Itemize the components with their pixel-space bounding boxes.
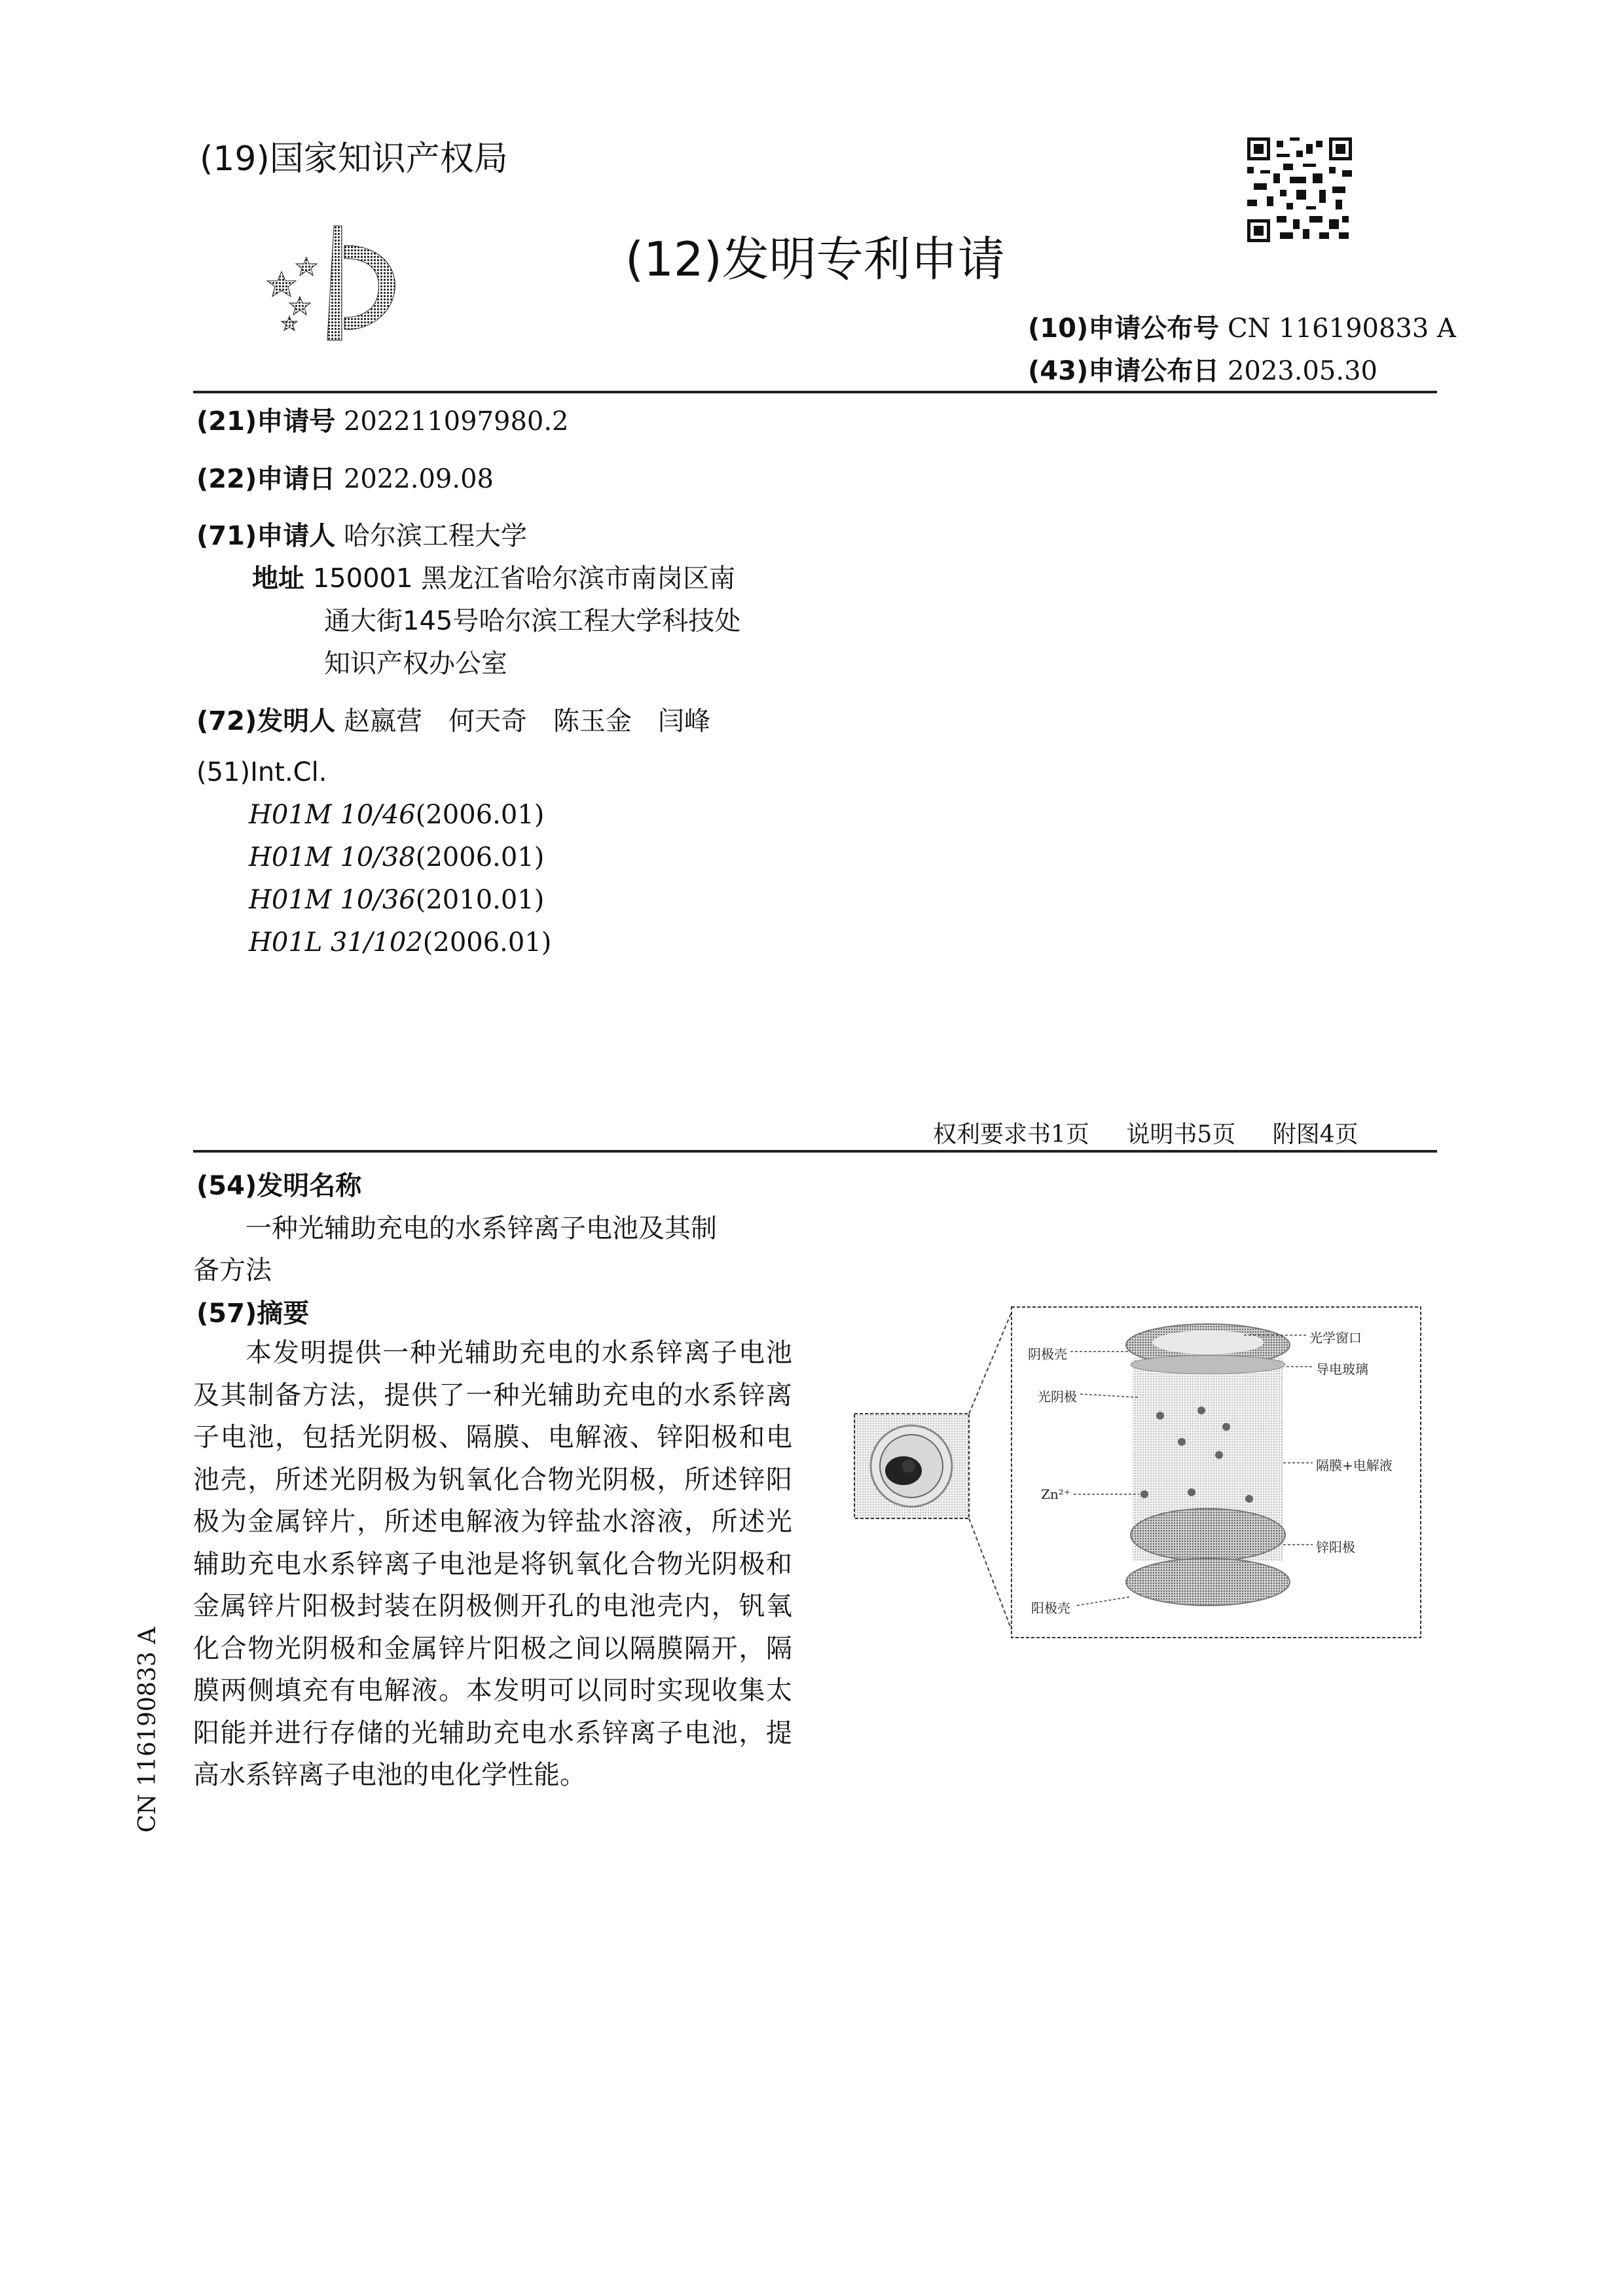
application-date-label: (22)申请日: [196, 464, 336, 494]
publication-date: [1028, 350, 1377, 387]
application-number-value: 202211097980.2: [343, 406, 569, 437]
publication-number-label: (10)申请公布号: [1028, 314, 1220, 344]
inventors-row: [196, 700, 710, 738]
office-name: (19)国家知识产权局: [200, 139, 508, 179]
ipc-code: H01L 31/102: [249, 927, 423, 958]
application-number-label: (21)申请号: [196, 406, 336, 437]
publication-number: [1028, 308, 1456, 345]
abstract-label: (57)摘要: [196, 1299, 310, 1329]
applicant-value: 哈尔滨工程大学: [343, 521, 527, 551]
invention-title-line-2: 备方法: [193, 1255, 272, 1285]
publication-date-value: 2023.05.30: [1227, 356, 1377, 386]
ipc-version: (2010.01): [415, 885, 545, 915]
applicant-label: (71)申请人: [196, 521, 336, 551]
body-divider: [193, 1150, 1437, 1153]
ipc-entry: [249, 800, 544, 830]
address-line-2: 通大街145号哈尔滨工程大学科技处: [324, 606, 741, 636]
conductive-glass-label: 导电玻璃: [1316, 1361, 1368, 1377]
inventors-value: 赵嬴营 何天奇 陈玉金 闫峰: [343, 706, 710, 736]
address-label: 地址: [252, 564, 304, 594]
ipc-version: (2006.01): [415, 842, 545, 872]
zinc-anode-label: 锌阳极: [1316, 1539, 1355, 1555]
application-date-value: 2022.09.08: [343, 464, 494, 494]
page-counts: [933, 1116, 1359, 1149]
ipc-entry: [249, 927, 551, 958]
photocathode-label: 光阴极: [1038, 1389, 1077, 1405]
claims-pages: 权利要求书1页: [933, 1121, 1089, 1148]
qr-code: [1247, 137, 1352, 242]
zinc-ion-label: Zn²⁺: [1041, 1486, 1071, 1502]
application-number-row: [196, 401, 569, 438]
applicant-row: [196, 515, 527, 552]
publication-date-label: (43)申请公布日: [1028, 356, 1220, 386]
header-divider: [193, 391, 1437, 393]
address-row: [252, 558, 735, 595]
battery-schematic-figure: [851, 1299, 1427, 1643]
ipc-label: (51)Int.Cl.: [196, 757, 327, 787]
ipc-version: (2006.01): [415, 800, 545, 830]
address-line-3: 知识产权办公室: [324, 649, 507, 679]
side-publication-number: CN 116190833 A: [134, 1626, 161, 1833]
ipc-code: H01M 10/38: [249, 842, 416, 872]
abstract-text: 本发明提供一种光辅助充电的水系锌离子电池及其制备方法，提供了一种光辅助充电的水系锌离子电池，包括光阴极、隔膜、电解液、锌阳极和电池壳，所述光阴极为钒氧化合物光阴极，所述锌阳极为金属锌片，所述电解液为锌盐水溶液，所述光辅助充电水系锌离子电池是将钒氧化合物光阴极和金属锌片阳极封装在阴极侧开孔的电池壳内，钒氧化合物光阴极和金属锌片阳极之间以隔膜隔开，隔膜两侧填充有电解液。本发明可以同时实现收集太阳能并进行存储的光辅助充电水系锌离子电池，提高水系锌离子电池的电化学性能。: [193, 1338, 792, 1790]
ipc-version: (2006.01): [422, 927, 552, 958]
description-pages: 说明书5页: [1126, 1121, 1236, 1148]
document-type-title: (12)发明专利申请: [625, 232, 1005, 287]
ipc-code: H01M 10/46: [249, 800, 416, 830]
address-line-1: 150001 黑龙江省哈尔滨市南岗区南: [312, 564, 736, 594]
ipc-code: H01M 10/36: [249, 885, 416, 915]
drawings-pages: 附图4页: [1272, 1121, 1359, 1148]
ipc-entry: [249, 842, 544, 872]
ipc-entry: [249, 885, 544, 915]
cathode-shell-label: 阴极壳: [1028, 1346, 1067, 1362]
anode-shell-label: 阳极壳: [1031, 1600, 1070, 1616]
cnipa-logo: [262, 219, 432, 344]
invention-title-line-1: 一种光辅助充电的水系锌离子电池及其制: [246, 1213, 717, 1244]
optical-window-label: 光学窗口: [1309, 1330, 1362, 1346]
application-date-row: [196, 458, 494, 495]
inventors-label: (72)发明人: [196, 706, 336, 736]
separator-electrolyte-label: 隔膜+电解液: [1316, 1458, 1393, 1473]
publication-number-value: CN 116190833 A: [1227, 314, 1456, 344]
invention-title-label: (54)发明名称: [196, 1171, 362, 1201]
